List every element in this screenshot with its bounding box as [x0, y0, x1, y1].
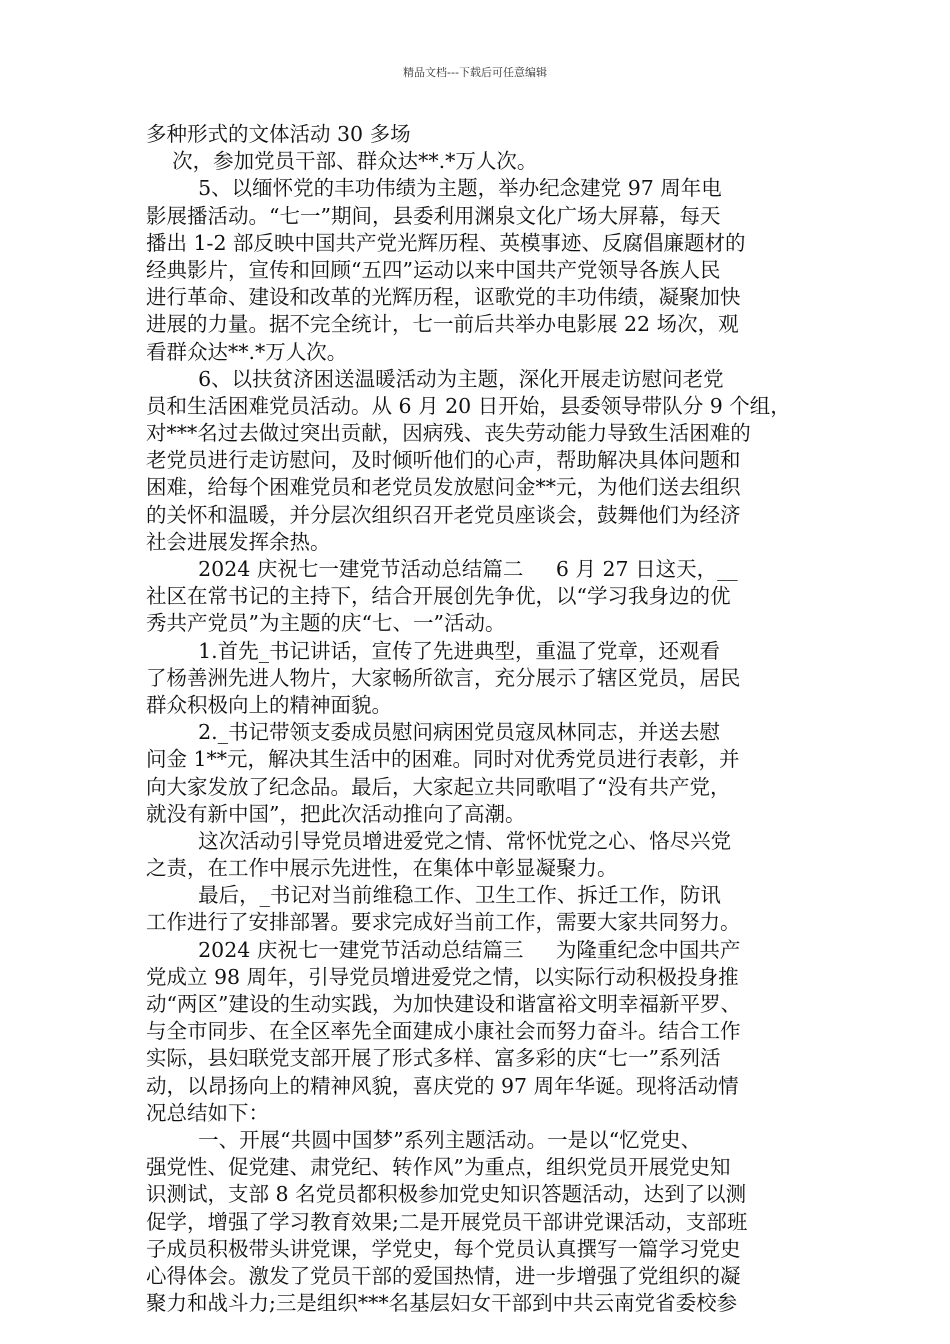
text-line: 强党性、促党建、肃党纪、转作风”为重点，组织党员开展党史知	[146, 1155, 731, 1180]
text-line: 就没有新中国”，把此次活动推向了高潮。	[146, 801, 526, 826]
text-line: 秀共产党员”为主题的庆“七、一”活动。	[146, 611, 506, 636]
text-line: 影展播活动。“七一”期间，县委利用渊泉文化广场大屏幕，每天	[146, 203, 721, 228]
text-line: 实际，县妇联党支部开展了形式多样、富多彩的庆“七一”系列活	[146, 1046, 721, 1071]
text-line: 群众积极向上的精神面貌。	[146, 692, 392, 717]
text-line: 识测试，支部 8 名党员都积极参加党史知识答题活动，达到了以测	[146, 1182, 747, 1207]
text-line: 动“两区”建设的生动实践，为加快建设和谐富裕文明幸福新平罗、	[146, 992, 741, 1016]
page-header: 精品文档---下载后可任意编辑	[403, 66, 547, 79]
text-line: 党成立 98 周年，引导党员增进爱党之情，以实际行动积极投身推	[146, 964, 739, 989]
text-line: 对***名过去做过突出贡献，因病残、丧失劳动能力导致生活困难的	[146, 421, 751, 446]
text-line: 员和生活困难党员活动。从 6 月 20 日开始，县委领导带队分 9 个组，	[146, 393, 791, 418]
text-line: 老党员进行走访慰问，及时倾听他们的心声，帮助解决具体问题和	[146, 448, 741, 473]
text-line: 之责，在工作中展示先进性，在集体中彰显凝聚力。	[146, 856, 618, 881]
text-line: 动，以昂扬向上的精神风貌，喜庆党的 97 周年华诞。现将活动情	[146, 1073, 739, 1098]
text-line: 工作进行了安排部署。要求完成好当前工作，需要大家共同努力。	[146, 910, 741, 935]
document-body	[146, 121, 806, 1317]
text-line: 促学，增强了学习教育效果;二是开展党员干部讲党课活动，支部班	[146, 1209, 748, 1234]
text-line: 了杨善洲先进人物片，大家畅所欲言，充分展示了辖区党员，居民	[146, 665, 741, 690]
text-line: 进展的力量。据不完全统计，七一前后共举办电影展 22 场次，观	[146, 312, 739, 337]
text-line: 多种形式的文体活动 30 多场	[146, 122, 411, 146]
text-line: 子成员积极带头讲党课，学党史，每个党员认真撰写一篇学习党史	[146, 1236, 741, 1261]
text-line: 心得体会。激发了党员干部的爱国热情，进一步增强了党组织的凝	[146, 1263, 741, 1288]
text-line: 次，参加党员干部、群众达**.*万人次。	[146, 149, 538, 174]
text-line: 社区在常书记的主持下，结合开展创先争优，以“学习我身边的优	[146, 584, 731, 609]
text-line: 最后，_书记对当前维稳工作、卫生工作、拆迁工作，防讯	[146, 883, 721, 908]
text-line: 与全市同步、在全区率先全面建成小康社会而努力奋斗。结合工作	[146, 1019, 741, 1044]
text-line: 社会进展发挥余热。	[146, 529, 331, 554]
text-line: 况总结如下：	[146, 1100, 269, 1125]
text-line: 1.首先_书记讲话，宣传了先进典型，重温了党章，还观看	[146, 638, 720, 663]
text-line: 2._书记带领支委成员慰问病困党员寇凤林同志，并送去慰	[146, 720, 720, 745]
text-line: 一、开展“共圆中国梦”系列主题活动。一是以“忆党史、	[146, 1127, 702, 1152]
text-line: 播出 1-2 部反映中国共产党光辉历程、英模事迹、反腐倡廉题材的	[146, 230, 746, 255]
text-line: 困难，给每个困难党员和老党员发放慰问金**元，为他们送去组织	[146, 475, 741, 500]
text-line: 这次活动引导党员增进爱党之情、常怀忧党之心、恪尽兴党	[146, 828, 732, 853]
text-line: 向大家发放了纪念品。最后，大家起立共同歌唱了“没有共产党，	[146, 774, 731, 799]
text-line: 5、以缅怀党的丰功伟绩为主题，举办纪念建党 97 周年电	[146, 176, 722, 201]
text-line: 问金 1**元，解决其生活中的困难。同时对优秀党员进行表彰，并	[146, 747, 740, 772]
text-line: 6、以扶贫济困送温暖活动为主题，深化开展走访慰问老党	[146, 366, 724, 391]
text-line: 聚力和战斗力;三是组织***名基层妇女干部到中共云南党省委校参	[146, 1291, 738, 1316]
text-line: 进行革命、建设和改革的光辉历程，讴歌党的丰功伟绩，凝聚加快	[146, 285, 741, 310]
text-line: 2024 庆祝七一建党节活动总结篇二 6 月 27 日这天，__	[146, 557, 738, 581]
text-line: 经典影片，宣传和回顾“五四”运动以来中国共产党领导各族人民	[146, 257, 721, 282]
text-line: 2024 庆祝七一建党节活动总结篇三 为隆重纪念中国共产	[146, 937, 741, 962]
text-line: 看群众达**.*万人次。	[146, 339, 348, 364]
text-line: 的关怀和温暖，并分层次组织召开老党员座谈会，鼓舞他们为经济	[146, 502, 741, 527]
